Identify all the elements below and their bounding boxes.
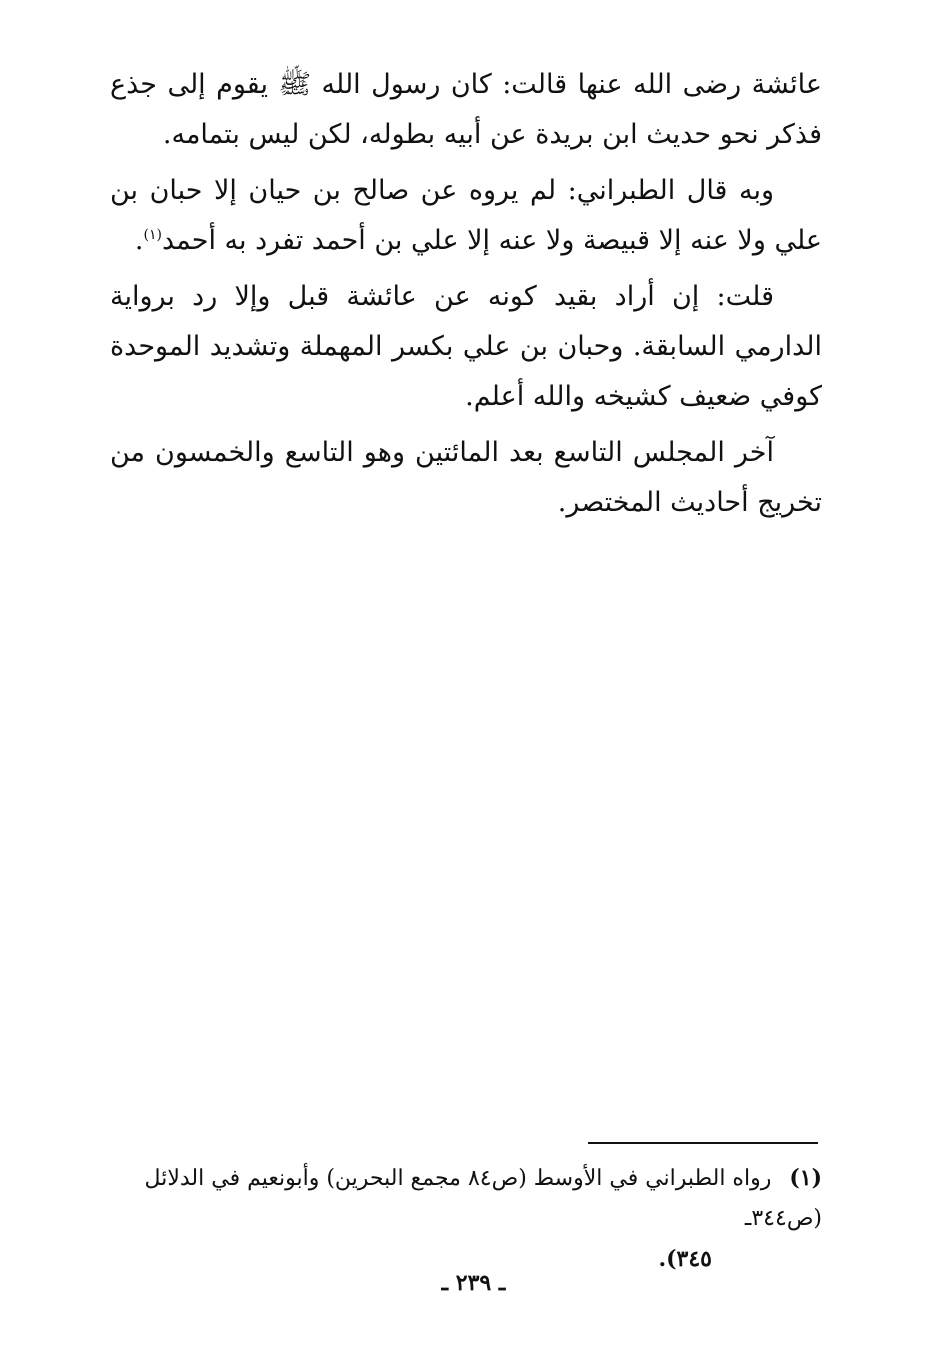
paragraph-4: آخر المجلس التاسع بعد المائتين وهو التاسع والخمسون من تخريج أحاديث المختصر. <box>110 437 822 518</box>
footnote-continuation: ٣٤٥). <box>658 1246 712 1272</box>
footnote-number: (١) <box>789 1165 822 1191</box>
footnote-text: رواه الطبراني في الأوسط (ص٨٤ مجمع البحرين) وأبونعيم في الدلائل (ص٣٤٤ـ <box>144 1166 822 1231</box>
paragraph-2-end: . <box>134 225 144 256</box>
footnote-separator <box>588 1142 818 1144</box>
main-text <box>110 60 822 534</box>
paragraph-2-text: وبه قال الطبراني: لم يروه عن صالح بن حيان إلا حبان بن علي ولا عنه إلا قبيصة ولا عنه إلا علي بن أحمد تفرد به أحمد <box>110 175 822 256</box>
paragraph-2 <box>110 166 822 266</box>
paragraph-1: عائشة رضى الله عنها قالت: كان رسول الله ﷺ يقوم إلى جذع فذكر نحو حديث ابن بريدة عن أبيه بطوله، لكن ليس بتمامه. <box>110 69 822 150</box>
footnote <box>104 1158 822 1279</box>
footnote-reference: (١) <box>143 227 162 243</box>
paragraph-3: قلت: إن أراد بقيد كونه عن عائشة قبل وإلا رد برواية الدارمي السابقة. وحبان بن علي بكسر المهملة وتشديد الموحدة كوفي ضعيف كشيخه والله أعلم. <box>110 281 822 412</box>
page-number: ـ ٢٣٩ ـ <box>441 1270 506 1296</box>
